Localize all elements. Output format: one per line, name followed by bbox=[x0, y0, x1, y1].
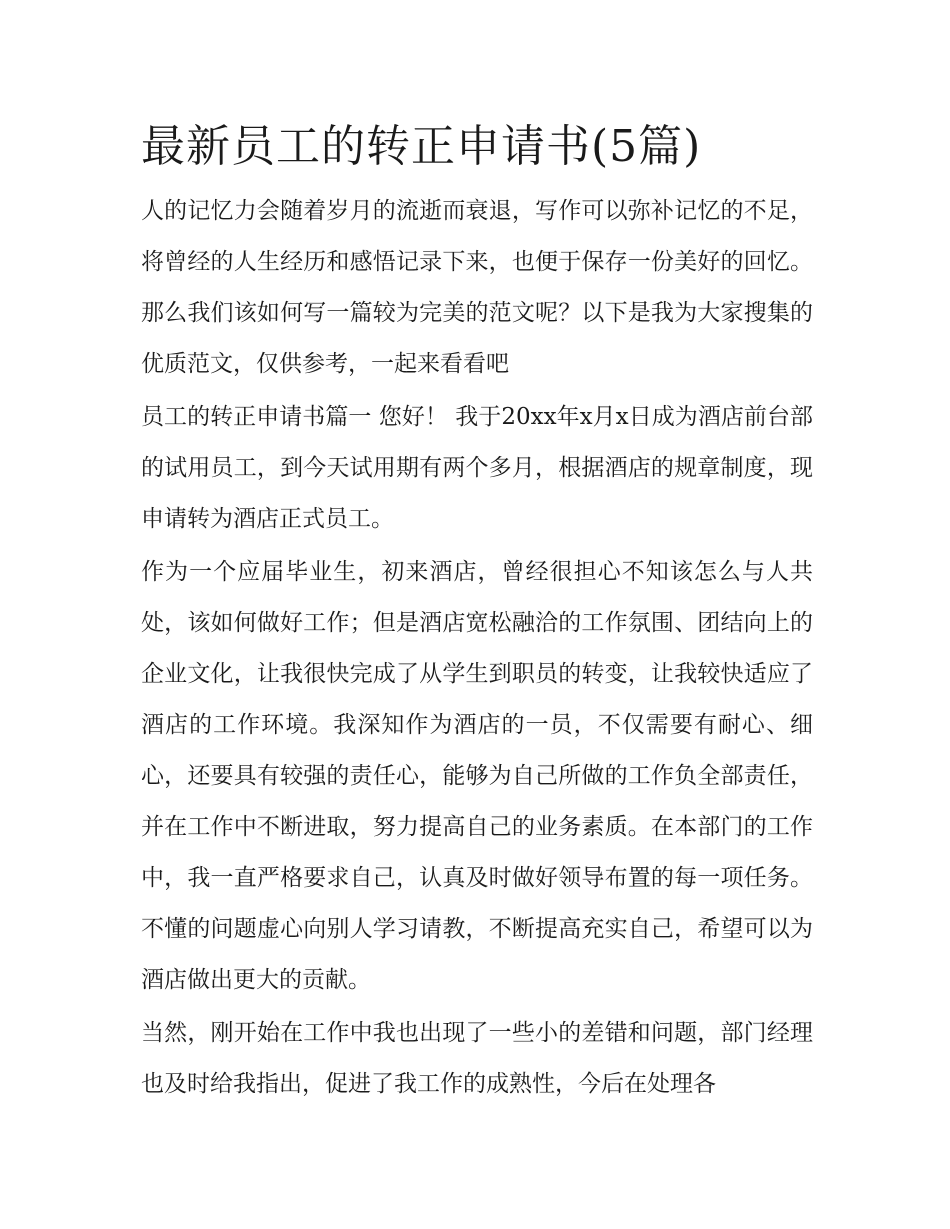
paragraph-intro: 人的记忆力会随着岁月的流逝而衰退，写作可以弥补记忆的不足，将曾经的人生经历和感悟记录下来，也便于保存一份美好的回忆。那么我们该如何写一篇较为完美的范文呢？以下是我为大家搜集的优质范文，仅供参考，一起来看看吧 bbox=[141, 198, 813, 377]
document-body bbox=[141, 108, 813, 1112]
document-title: 最新员工的转正申请书(5篇) bbox=[141, 121, 702, 172]
paragraph-improvement: 当然，刚开始在工作中我也出现了一些小的差错和问题，部门经理也及时给我指出，促进了我工作的成熟性，今后在处理各 bbox=[141, 1020, 813, 1097]
paragraph-experience: 作为一个应届毕业生，初来酒店，曾经很担心不知该怎么与人共处，该如何做好工作；但是酒店宽松融洽的工作氛围、团结向上的企业文化，让我很快完成了从学生到职员的转变，让我较快适应了酒店的工作环境。我深知作为酒店的一员，不仅需要有耐心、细心，还要具有较强的责任心，能够为自己所做的工作负全部责任，并在工作中不断进取，努力提高自己的业务素质。在本部门的工作中，我一直严格要求自己，认真及时做好领导布置的每一项任务。不懂的问题虚心向别人学习请教，不断提高充实自己，希望可以为酒店做出更大的贡献。 bbox=[141, 559, 813, 993]
paragraph-application: 员工的转正申请书篇一 您好！ 我于20xx年x月x日成为酒店前台部的试用员工，到今天试用期有两个多月，根据酒店的规章制度，现申请转为酒店正式员工。 bbox=[141, 404, 813, 532]
